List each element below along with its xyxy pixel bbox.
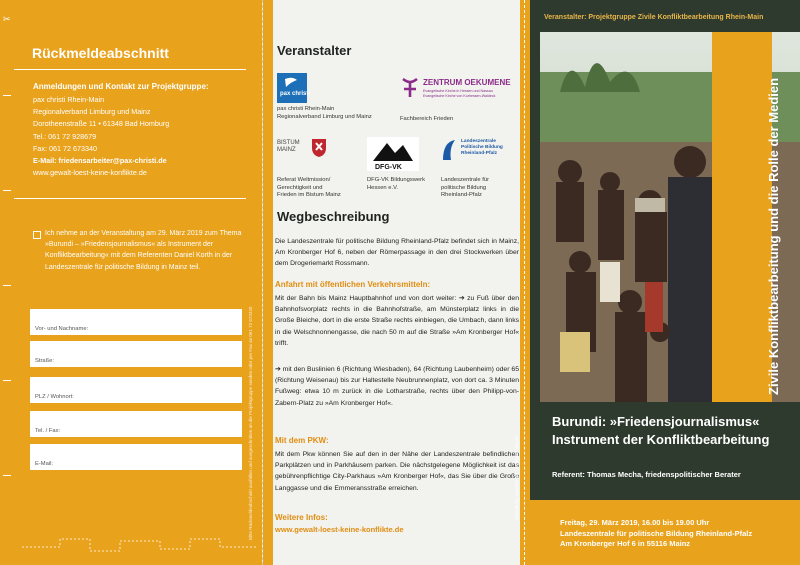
response-title: Rückmeldeabschnitt [32,45,169,61]
contact-line: Regionalverband Limburg und Mainz [33,107,151,117]
scissors-icon: ✂ [3,14,11,24]
cut-mark [3,475,11,479]
oekumene-name: ZENTRUM OEKUMENE [423,78,511,87]
public-transport-text: Mit der Bahn bis Mainz Hauptbahnhof und von dort weiter: ➔ zu Fuß über den Bahnhofsvorplatz rechts in die Bahnhofstraße, am Münsterplatz links in die Große Bleiche, dort in die erste Straße rechts einbiegen, die Umbach, dann links in die Welschnonnengasse, die nach 50 m auf die Straße »Am Kronberger Hof« trifft. [275,295,519,347]
contact-line: pax christi Rhein-Main [33,95,105,104]
title-line: Instrument der Konfliktbearbeitung [552,432,770,447]
contact-email[interactable]: E-Mail: friedensarbeiter@pax-christi.de [33,156,167,166]
bus-text: ➔ mit den Buslinien 6 (Richtung Wiesbaden), 64 (Richtung Laubenheim) oder 65 (Richtung Weisenau) bis zur Haltestelle Neubrunnenplatz, von dort ca. 3 Minuten Fußweg: etwa 10 m zurück in die Lotharstraße, rechts über den Philipp-von-Zabern-Platz zu »Am Kronberger Hof«. [275,366,519,407]
bistum-mainz-logo [277,138,347,164]
response-panel [0,0,262,565]
side-credit: Gestaltung: Kreativbüro · www.mainzer.de [514,435,519,520]
registration-text: Ich nehme an der Veranstaltung am 29. März 2019 zum Thema »Burundi – »Friedensjournalismus« als Instrument der Konfliktbearbeitung« mit dem Referenten Daniel Korth in der Landeszentrale für politische Bildung in Mainz teil. [45,230,242,271]
cut-mark [3,285,11,289]
cut-line [20,535,260,555]
cut-mark [3,190,11,194]
field-label: Straße: [35,358,55,364]
event-info [560,518,752,550]
contact-block [33,94,169,179]
info-panel [263,0,530,565]
title-strip [712,32,772,402]
divider [14,198,246,199]
cut-mark [3,95,11,99]
landeszentrale-logo [441,138,517,164]
divider [14,69,246,70]
contact-heading: Anmeldungen und Kontakt zur Projektgruppe: [33,82,209,91]
field-label: PLZ / Wohnort: [35,394,74,400]
phone-field[interactable] [30,411,242,437]
cover-panel [530,0,800,565]
city-field[interactable] [30,377,242,403]
contact-line: Tel.: 061 72 928679 [33,131,97,141]
main-title [552,413,769,449]
field-label: E-Mail: [35,461,54,467]
name-field[interactable] [30,309,242,335]
sponsor-text: pax christi Rhein-Main Regionalverband Limburg und Mainz [277,106,372,120]
public-transport-title: Anfahrt mit öffentlichen Verkehrsmitteln: [275,280,431,289]
car-title: Mit dem PKW: [275,436,329,445]
email-field[interactable] [30,444,242,470]
car-text: Mit dem Pkw können Sie auf den in der Nähe der Landeszentrale befindlichen Parkplätzen und in Parkhäusern parken. Die nächstgelegene Möglichkeit ist das gebührenpflichtige City-Parkhaus »Am Kronberger Hof«, das Sie über die Große Langgasse und die Emmeransstraße erreichen. [275,451,519,492]
dfg-vk-logo [367,137,419,171]
directions-title: Wegbeschreibung [277,209,390,224]
left-accent-bar [263,0,273,565]
referent: Referent: Thomas Mecha, friedenspolitischer Berater [552,470,741,479]
sponsor-text: DFG-VK Bildungswerk Hessen e.V. [367,177,425,191]
pax-christi-logo-text: pax christi [280,91,311,97]
cut-mark [3,380,11,384]
organizer-line: Veranstalter: Projektgruppe Zivile Konfliktbearbeitung Rhein-Main [544,14,764,21]
contact-line: Dorotheenstraße 11 • 61348 Bad Homburg [33,119,170,129]
event-address: Am Kronberger Hof 6 in 55116 Mainz [560,539,691,548]
landeszentrale-logo-text: Landeszentrale Politische Bildung Rheinland-Pfalz [461,139,503,156]
contact-website[interactable]: www.gewalt-loest-keine-konflikte.de [33,168,147,178]
directions-intro: Die Landeszentrale für politische Bildung Rheinland-Pfalz befindet sich in Mainz, Am Kronberger Hof 6, neben der Römerpassage in den drei Stockwerken über dem Drogeriemarkt Rossmann. [275,238,519,268]
oekumene-logo [400,77,420,99]
sponsor-text: Referat Weltmission/ Gerechtigkeit und Frieden im Bistum Mainz [277,177,341,199]
event-date: Freitag, 29. März 2019, 16.00 bis 19.00 Uhr [560,518,710,527]
oekumene-subtitle: Evangelische Kirche in Hessen und Nassau Evangelische Kirche von Kurhessen-Waldeck [423,89,496,98]
field-label: Vor- und Nachname: [35,326,89,332]
pax-christi-logo [277,73,311,103]
sponsor-text: Landeszentrale für politische Bildung Rheinland-Pfalz [441,177,490,199]
vertical-title: Zivile Konfliktbearbeitung und die Rolle der Medien [766,77,781,395]
bistum-logo-text: BISTUM MAINZ [277,140,300,153]
registration-checkbox[interactable] [33,231,41,239]
sponsor-text: Fachbereich Frieden [400,116,454,122]
event-venue: Landeszentrale für politische Bildung Rheinland-Pfalz [560,528,753,538]
field-label: Tel. / Fax: [35,428,61,434]
organizer-title: Veranstalter [277,43,352,58]
side-note: Bitte Rückmeldeabschnitt ausfüllen und ausgeschnitten an die Projektgruppe senden oder per Fax an 061 72 673340 [248,306,253,540]
right-accent-bar [520,0,530,565]
contact-line: Fax: 061 72 673340 [33,143,97,153]
title-line: Burundi: »Friedensjournalismus« [552,414,760,429]
street-field[interactable] [30,341,242,367]
more-info-title: Weitere Infos: [275,513,328,522]
website-link[interactable]: www.gewalt-loest-keine-konflikte.de [275,525,404,534]
dfg-vk-logo-text: DFG-VK [375,164,402,171]
